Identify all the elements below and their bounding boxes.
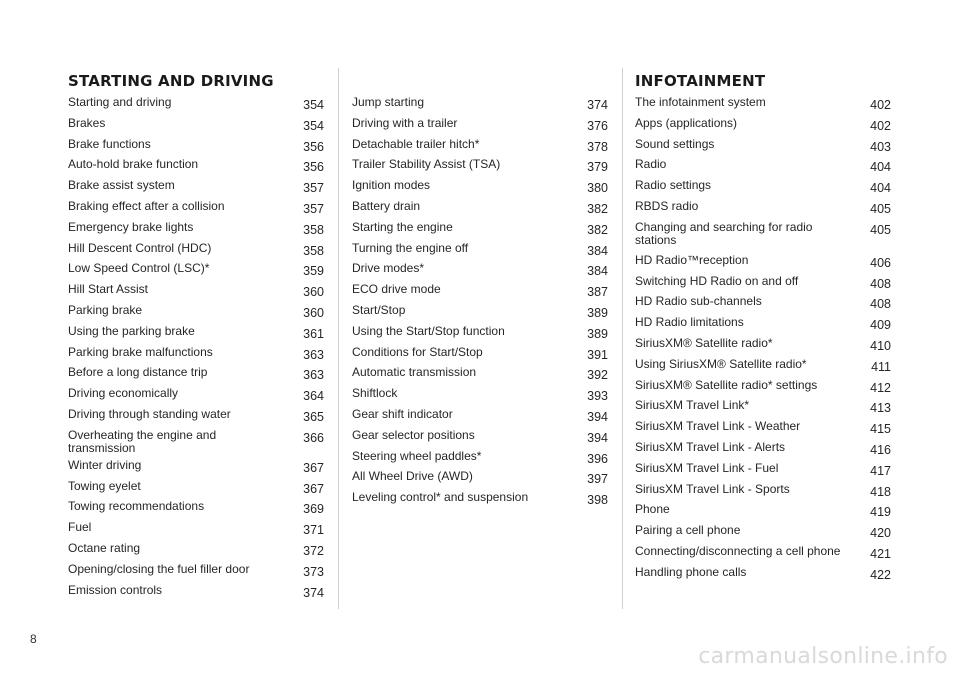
toc-entry[interactable] <box>352 217 608 238</box>
toc-entry-title: Trailer Stability Assist (TSA) <box>352 157 501 172</box>
toc-entry-page: 376 <box>587 118 608 133</box>
toc-entry-page: 398 <box>587 493 608 508</box>
toc-entry[interactable] <box>68 258 324 279</box>
toc-entry-title: Auto-hold brake function <box>68 157 199 172</box>
toc-entry[interactable] <box>68 175 324 196</box>
watermark: carmanualsonline.info <box>698 644 948 669</box>
toc-entry[interactable] <box>68 476 324 497</box>
toc-entry-page: 409 <box>870 318 891 333</box>
toc-entry-page: 389 <box>587 326 608 341</box>
toc-column-infotainment <box>635 70 891 583</box>
toc-entry[interactable] <box>68 196 324 217</box>
section-title-starting-and-driving: STARTING AND DRIVING <box>68 72 274 90</box>
toc-entry-title: Brakes <box>68 115 106 130</box>
toc-entry-title: Steering wheel paddles* <box>352 448 482 463</box>
toc-entry-page: 363 <box>303 347 324 362</box>
toc-entry-page: 403 <box>870 139 891 154</box>
toc-entry[interactable] <box>635 113 891 134</box>
toc-entry[interactable] <box>352 321 608 342</box>
toc-entry[interactable] <box>635 458 891 479</box>
toc-entry-title: All Wheel Drive (AWD) <box>352 469 473 484</box>
toc-entry-title: ECO drive mode <box>352 282 441 297</box>
toc-entry-page: 402 <box>870 98 891 112</box>
toc-entry-page: 404 <box>870 160 891 175</box>
toc-entry[interactable] <box>68 342 324 363</box>
toc-entry-title: Towing eyelet <box>68 478 141 493</box>
toc-entry-title: Conditions for Start/Stop <box>352 344 483 359</box>
toc-entry-title: SiriusXM Travel Link - Weather <box>635 419 801 434</box>
toc-entry-title: Before a long distance trip <box>68 365 208 380</box>
toc-entry[interactable] <box>352 446 608 467</box>
toc-entry[interactable] <box>635 333 891 354</box>
toc-entry-title: Winter driving <box>68 457 142 472</box>
toc-entry[interactable] <box>635 520 891 541</box>
toc-entry-page: 415 <box>870 422 891 437</box>
toc-entry-page: 408 <box>870 297 891 312</box>
toc-entry-title: Using the Start/Stop function <box>352 323 505 338</box>
toc-entry-page: 391 <box>587 347 608 362</box>
toc-entry-page: 371 <box>303 523 324 538</box>
toc-entry[interactable] <box>635 134 891 155</box>
toc-entry-page: 404 <box>870 181 891 196</box>
toc-entry[interactable] <box>68 92 324 113</box>
toc-entry-page: 366 <box>303 430 324 445</box>
toc-entry-title: Towing recommendations <box>68 499 205 514</box>
toc-entry-page: 374 <box>303 585 324 600</box>
toc-entry-title: SiriusXM Travel Link - Fuel <box>635 460 779 475</box>
toc-entry-title: Braking effect after a collision <box>68 198 225 213</box>
toc-entry[interactable] <box>68 238 324 259</box>
toc-entry-title: Low Speed Control (LSC)* <box>68 261 210 276</box>
toc-entry-title: Parking brake <box>68 302 143 317</box>
toc-list <box>352 92 608 508</box>
toc-entry[interactable] <box>68 362 324 383</box>
toc-entry-title: Radio settings <box>635 178 712 193</box>
toc-entry[interactable] <box>635 196 891 217</box>
toc-entry-title: Connecting/disconnecting a cell phone <box>635 543 841 558</box>
toc-entry-page: 357 <box>303 181 324 196</box>
toc-entry[interactable] <box>352 342 608 363</box>
toc-entry-title: Using SiriusXM® Satellite radio* <box>635 356 807 371</box>
toc-entry[interactable] <box>352 362 608 383</box>
column-divider <box>622 68 623 609</box>
toc-list <box>68 92 324 600</box>
toc-entry-title: Ignition modes <box>352 178 431 193</box>
toc-entry[interactable] <box>635 271 891 292</box>
toc-entry[interactable] <box>68 517 324 538</box>
toc-list <box>635 92 891 583</box>
toc-entry-page: 365 <box>303 409 324 424</box>
toc-entry-title: Gear shift indicator <box>352 406 453 421</box>
toc-entry-title: Handling phone calls <box>635 564 747 579</box>
toc-entry-page: 394 <box>587 409 608 424</box>
toc-entry-page: 367 <box>303 460 324 475</box>
toc-entry[interactable] <box>68 113 324 134</box>
toc-entry-title: Sound settings <box>635 136 715 151</box>
toc-entry[interactable] <box>635 291 891 312</box>
toc-entry-page: 405 <box>870 201 891 216</box>
toc-entry[interactable] <box>68 496 324 517</box>
toc-entry[interactable] <box>635 416 891 437</box>
toc-entry-page: 384 <box>587 264 608 279</box>
toc-entry[interactable] <box>68 559 324 580</box>
toc-entry-page: 412 <box>870 380 891 395</box>
toc-entry-page: 422 <box>870 567 891 582</box>
toc-entry-page: 384 <box>587 243 608 258</box>
toc-entry-page: 392 <box>587 368 608 383</box>
toc-entry[interactable] <box>68 425 324 455</box>
column-divider <box>338 68 339 609</box>
toc-entry-title: HD Radio sub-channels <box>635 294 762 309</box>
toc-entry-title: Gear selector positions <box>352 427 475 442</box>
toc-entry[interactable] <box>68 300 324 321</box>
toc-entry[interactable] <box>68 455 324 476</box>
toc-entry[interactable] <box>635 395 891 416</box>
toc-entry-title: Fuel <box>68 520 92 535</box>
toc-entry-title: Switching HD Radio on and off <box>635 273 799 288</box>
toc-entry[interactable] <box>352 466 608 487</box>
section-title-infotainment: INFOTAINMENT <box>635 72 766 90</box>
toc-entry-title: Driving through standing water <box>68 406 231 421</box>
toc-entry-title: Turning the engine off <box>352 240 469 255</box>
toc-entry[interactable] <box>352 258 608 279</box>
toc-entry[interactable] <box>68 580 324 601</box>
toc-entry[interactable] <box>635 499 891 520</box>
toc-entry[interactable] <box>635 375 891 396</box>
toc-entry-page: 406 <box>870 255 891 270</box>
toc-entry[interactable] <box>635 250 891 271</box>
toc-entry-title: Starting the engine <box>352 219 453 234</box>
toc-entry[interactable] <box>68 383 324 404</box>
toc-entry-page: 361 <box>303 326 324 341</box>
toc-entry-page: 418 <box>870 484 891 499</box>
toc-entry-page: 402 <box>870 118 891 133</box>
toc-entry-title: RBDS radio <box>635 198 699 213</box>
toc-entry[interactable] <box>68 404 324 425</box>
toc-entry-title: Hill Start Assist <box>68 282 149 297</box>
toc-entry-page: 360 <box>303 305 324 320</box>
toc-entry[interactable] <box>635 175 891 196</box>
toc-entry-title: Jump starting <box>352 95 425 109</box>
toc-entry-title: Detachable trailer hitch* <box>352 136 480 151</box>
toc-entry[interactable] <box>635 541 891 562</box>
toc-entry[interactable] <box>352 383 608 404</box>
toc-entry-page: 421 <box>870 546 891 561</box>
toc-entry[interactable] <box>68 217 324 238</box>
toc-entry[interactable] <box>352 113 608 134</box>
toc-entry-page: 405 <box>870 222 891 237</box>
toc-entry[interactable] <box>68 321 324 342</box>
toc-entry-title: Emergency brake lights <box>68 219 194 234</box>
toc-entry-title: Overheating the engine and transmission <box>68 427 217 455</box>
toc-entry[interactable] <box>352 300 608 321</box>
toc-entry-page: 374 <box>587 98 608 112</box>
toc-entry-page: 357 <box>303 201 324 216</box>
toc-entry-page: 393 <box>587 389 608 404</box>
toc-entry-page: 411 <box>871 359 891 374</box>
toc-entry-title: Parking brake malfunctions <box>68 344 213 359</box>
toc-entry[interactable] <box>635 562 891 583</box>
toc-entry-title: SiriusXM Travel Link - Sports <box>635 481 790 496</box>
toc-entry-page: 397 <box>587 472 608 487</box>
toc-entry-page: 356 <box>303 160 324 175</box>
toc-entry-title: Brake assist system <box>68 178 175 193</box>
toc-entry-page: 379 <box>587 160 608 175</box>
toc-entry-page: 378 <box>587 139 608 154</box>
toc-entry[interactable] <box>68 538 324 559</box>
toc-entry-page: 419 <box>870 505 891 520</box>
toc-entry-title: Shiftlock <box>352 386 398 401</box>
toc-entry[interactable] <box>635 154 891 175</box>
toc-entry-page: 382 <box>587 201 608 216</box>
toc-entry-title: Start/Stop <box>352 302 406 317</box>
toc-entry-title: Driving with a trailer <box>352 115 458 130</box>
toc-entry-title: Emission controls <box>68 582 163 597</box>
toc-entry[interactable] <box>635 354 891 375</box>
toc-entry-page: 394 <box>587 430 608 445</box>
toc-entry-page: 369 <box>303 502 324 517</box>
toc-entry-title: The infotainment system <box>635 95 766 109</box>
toc-entry-page: 363 <box>303 368 324 383</box>
toc-entry-page: 358 <box>303 243 324 258</box>
toc-entry[interactable] <box>352 134 608 155</box>
toc-entry-title: Pairing a cell phone <box>635 523 741 538</box>
toc-entry[interactable] <box>352 425 608 446</box>
toc-entry-title: Opening/closing the fuel filler door <box>68 561 250 576</box>
toc-entry-page: 420 <box>870 526 891 541</box>
toc-entry[interactable] <box>352 487 608 508</box>
toc-entry-page: 396 <box>587 451 608 466</box>
toc-entry[interactable] <box>68 279 324 300</box>
title-spacer <box>352 70 608 92</box>
toc-entry-page: 382 <box>587 222 608 237</box>
toc-entry[interactable] <box>68 134 324 155</box>
toc-entry-title: Automatic transmission <box>352 365 477 380</box>
toc-entry[interactable] <box>352 92 608 113</box>
toc-entry-page: 358 <box>303 222 324 237</box>
toc-entry-page: 354 <box>303 118 324 133</box>
toc-entry-page: 364 <box>303 389 324 404</box>
toc-entry-page: 417 <box>870 463 891 478</box>
toc-entry-page: 408 <box>870 276 891 291</box>
toc-entry-title: SiriusXM Travel Link - Alerts <box>635 439 786 454</box>
toc-entry-page: 360 <box>303 285 324 300</box>
toc-entry[interactable] <box>68 154 324 175</box>
toc-entry-title: Octane rating <box>68 540 141 555</box>
toc-entry-page: 416 <box>870 442 891 457</box>
toc-entry[interactable] <box>635 479 891 500</box>
toc-entry-title: SiriusXM® Satellite radio* settings <box>635 377 818 392</box>
toc-entry-title: Leveling control* and suspension <box>352 490 529 505</box>
toc-entry[interactable] <box>352 279 608 300</box>
toc-entry-page: 356 <box>303 139 324 154</box>
toc-entry-title: Hill Descent Control (HDC) <box>68 240 212 255</box>
toc-entry[interactable] <box>635 92 891 113</box>
toc-entry[interactable] <box>352 238 608 259</box>
toc-entry[interactable] <box>635 437 891 458</box>
toc-entry-page: 367 <box>303 481 324 496</box>
toc-entry-title: Radio <box>635 157 667 172</box>
toc-entry[interactable] <box>635 217 891 250</box>
toc-entry-title: SiriusXM Travel Link* <box>635 398 750 413</box>
toc-entry-title: Apps (applications) <box>635 115 738 130</box>
toc-entry-page: 373 <box>303 564 324 579</box>
toc-entry[interactable] <box>352 175 608 196</box>
toc-entry[interactable] <box>352 404 608 425</box>
toc-entry-title: Brake functions <box>68 136 151 151</box>
toc-entry-page: 354 <box>303 98 324 112</box>
toc-entry-page: 359 <box>303 264 324 279</box>
toc-entry-title: Starting and driving <box>68 95 172 109</box>
toc-entry-page: 380 <box>587 181 608 196</box>
toc-entry-title: Phone <box>635 502 670 517</box>
toc-column-starting-and-driving-continued <box>352 70 608 508</box>
toc-entry-title: SiriusXM® Satellite radio* <box>635 335 773 350</box>
toc-entry-title: Using the parking brake <box>68 323 195 338</box>
toc-entry-page: 372 <box>303 543 324 558</box>
toc-entry-page: 389 <box>587 305 608 320</box>
toc-entry-title: Driving economically <box>68 386 179 401</box>
toc-entry[interactable] <box>352 154 608 175</box>
toc-entry[interactable] <box>352 196 608 217</box>
toc-entry-page: 387 <box>587 285 608 300</box>
toc-entry-page: 413 <box>870 401 891 416</box>
toc-entry-title: HD Radio™reception <box>635 252 749 267</box>
toc-entry[interactable] <box>635 312 891 333</box>
page-number: 8 <box>30 632 37 646</box>
toc-entry-title: Battery drain <box>352 198 421 213</box>
toc-entry-title: Drive modes* <box>352 261 425 276</box>
toc-entry-title: Changing and searching for radio stations <box>635 219 813 247</box>
toc-entry-page: 410 <box>870 338 891 353</box>
toc-entry-title: HD Radio limitations <box>635 315 744 330</box>
toc-column-starting-and-driving <box>68 70 324 600</box>
